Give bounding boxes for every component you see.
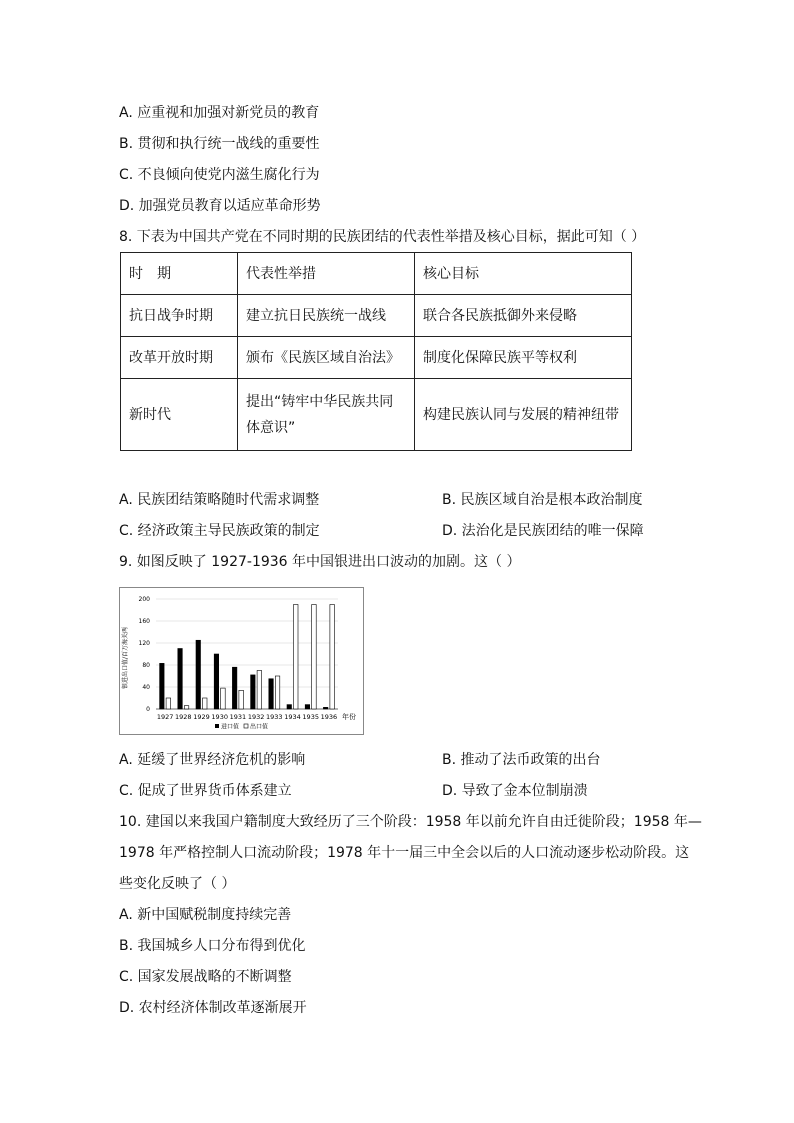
chart-x-tick-label: 1927 <box>156 713 174 721</box>
chart-y-axis-label: 银进出口值/百万海关两 <box>122 626 129 690</box>
chart-y-tick-label: 160 <box>138 618 150 625</box>
q9-option-b: B. 推动了法币政策的出台 <box>442 752 601 768</box>
q8-option-b: B. 民族区域自治是根本政治制度 <box>442 492 643 508</box>
q8-option-a: A. 民族团结策略随时代需求调整 <box>119 492 320 508</box>
q9-option-d: D. 导致了金本位制崩溃 <box>442 783 588 799</box>
table-header-cell: 核心目标 <box>415 253 632 295</box>
chart-bar-import <box>196 640 201 709</box>
q10-option-c: C. 国家发展战略的不断调整 <box>119 969 292 985</box>
table-header-cell: 代表性举措 <box>238 253 415 295</box>
chart-bar-import <box>214 654 219 709</box>
q9-stem: 9. 如图反映了 1927-1936 年中国银进出口波动的加剧。这（ ） <box>119 554 521 570</box>
chart-bar-export <box>239 690 244 709</box>
table-cell: 建立抗日民族统一战线 <box>238 295 415 337</box>
q9-option-c: C. 促成了世界货币体系建立 <box>119 783 292 799</box>
chart-bar-import <box>178 649 183 710</box>
chart-x-ticks <box>157 713 337 721</box>
chart-legend <box>215 723 268 731</box>
chart-bar-export <box>184 706 189 709</box>
chart-x-tick-label: 1936 <box>320 713 338 721</box>
q10-stem-line-1: 10. 建国以来我国户籍制度大致经历了三个阶段：1958 年以前允许自由迁徙阶段；1958 年— <box>119 814 702 830</box>
chart-bar-export <box>166 698 171 709</box>
q7-option-d: D. 加强党员教育以适应革命形势 <box>119 198 321 214</box>
chart-bar-export <box>330 605 335 710</box>
chart-x-axis-label: 年份 <box>342 713 356 721</box>
chart-y-ticks <box>139 596 151 713</box>
chart-y-tick-label: 120 <box>138 640 150 647</box>
chart-bar-import <box>232 667 237 709</box>
chart-bar-export <box>312 605 317 710</box>
chart-x-tick-label: 1930 <box>211 713 228 721</box>
silver-trade-chart <box>119 587 364 735</box>
table-row <box>121 337 632 379</box>
q8-option-d: D. 法治化是民族团结的唯一保障 <box>442 523 644 539</box>
table-cell: 构建民族认同与发展的精神纽带 <box>415 379 632 451</box>
legend-swatch-export <box>244 724 248 728</box>
q8-stem: 8. 下表为中国共产党在不同时期的民族团结的代表性举措及核心目标，据此可知（ ） <box>119 229 646 245</box>
legend-label-import: 进口值 <box>221 723 240 731</box>
chart-bar-import <box>305 705 310 709</box>
q7-option-a: A. 应重视和加强对新党员的教育 <box>119 105 320 121</box>
table-header-row <box>121 253 632 295</box>
q8-table <box>120 252 632 451</box>
chart-x-tick-label: 1929 <box>193 713 210 721</box>
table-header-cell: 时 期 <box>121 253 238 295</box>
q10-stem-line-2: 1978 年严格控制人口流动阶段；1978 年十一届三中全会以后的人口流动逐步松动阶段。这 <box>119 845 690 861</box>
table-cell: 抗日战争时期 <box>121 295 238 337</box>
legend-label-export: 出口值 <box>250 723 269 731</box>
chart-x-tick-label: 1933 <box>266 713 283 721</box>
chart-y-tick-label: 40 <box>142 684 150 691</box>
q10-option-b: B. 我国城乡人口分布得到优化 <box>119 938 306 954</box>
q7-option-c: C. 不良倾向使党内滋生腐化行为 <box>119 167 320 183</box>
q8-option-c: C. 经济政策主导民族政策的制定 <box>119 523 320 539</box>
table-cell: 联合各民族抵御外来侵略 <box>415 295 632 337</box>
chart-bar-export <box>203 698 208 709</box>
chart-bar-import <box>323 707 328 709</box>
q9-option-a: A. 延缓了世界经济危机的影响 <box>119 752 306 768</box>
chart-y-tick-label: 80 <box>142 662 150 669</box>
q7-option-b: B. 贯彻和执行统一战线的重要性 <box>119 136 320 152</box>
chart-y-tick-label: 0 <box>146 706 150 713</box>
table-cell: 颁布《民族区域自治法》 <box>238 337 415 379</box>
chart-x-tick-label: 1928 <box>175 713 192 721</box>
chart-bar-export <box>275 676 280 709</box>
table-cell: 制度化保障民族平等权利 <box>415 337 632 379</box>
table-cell: 改革开放时期 <box>121 337 238 379</box>
table-row <box>121 379 632 451</box>
chart-y-tick-label: 200 <box>138 596 150 603</box>
chart-svg <box>120 588 363 734</box>
chart-bar-import <box>251 675 256 709</box>
chart-bars <box>160 605 335 710</box>
chart-bar-export <box>221 688 226 709</box>
table-cell: 新时代 <box>121 379 238 451</box>
chart-bar-import <box>160 663 165 709</box>
table-cell: 提出“铸牢中华民族共同体意识” <box>238 379 415 451</box>
chart-bar-import <box>269 679 274 709</box>
chart-bar-import <box>287 705 292 709</box>
chart-bar-export <box>294 605 299 710</box>
chart-bar-export <box>257 671 262 710</box>
table-row <box>121 295 632 337</box>
chart-x-tick-label: 1934 <box>284 713 301 721</box>
q10-option-a: A. 新中国赋税制度持续完善 <box>119 907 292 923</box>
chart-x-tick-label: 1935 <box>302 713 319 721</box>
chart-x-tick-label: 1932 <box>247 713 265 721</box>
legend-swatch-import <box>215 724 219 728</box>
q10-stem-line-3: 些变化反映了（ ） <box>119 876 236 892</box>
q10-option-d: D. 农村经济体制改革逐渐展开 <box>119 1000 307 1016</box>
chart-x-tick-label: 1931 <box>229 713 247 721</box>
chart-grid <box>156 599 338 709</box>
